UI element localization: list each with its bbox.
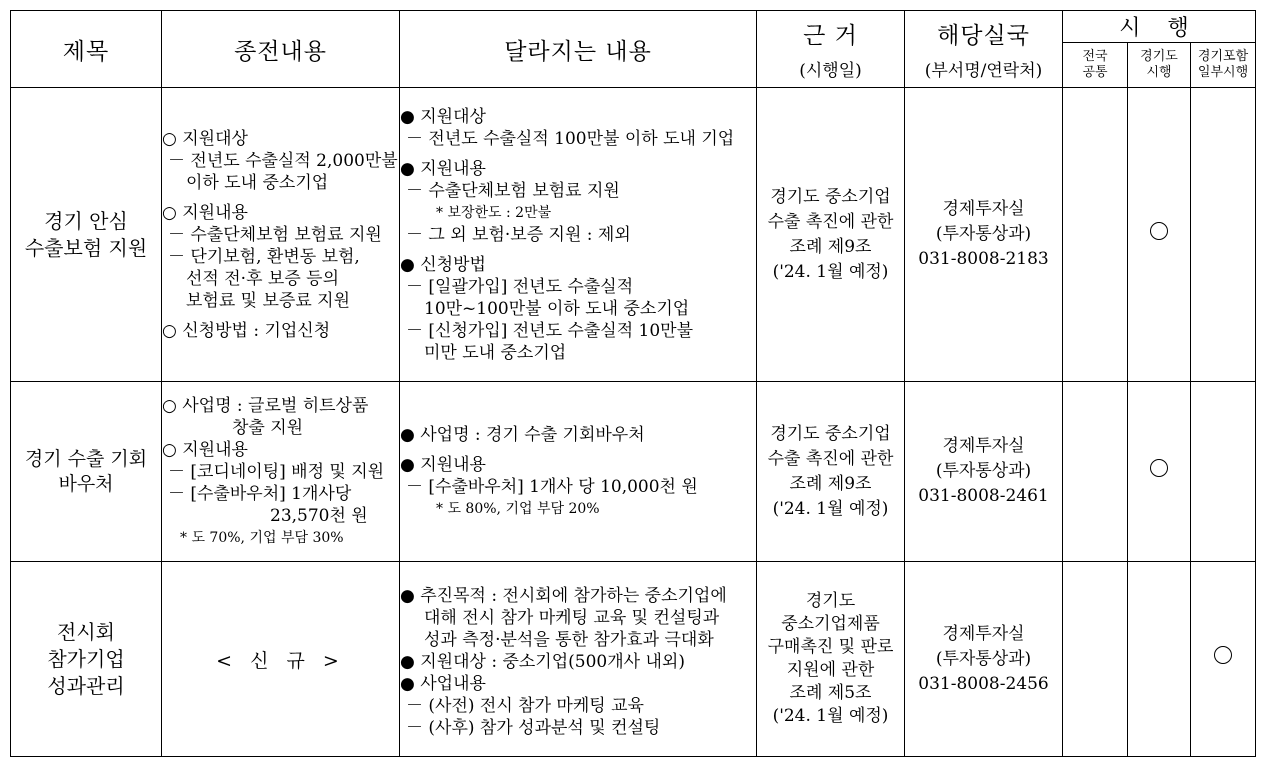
- impl-gyeonggi-cell: [1128, 382, 1191, 562]
- header-impl-national: 전국 공통: [1063, 43, 1128, 88]
- impl-national-cell: [1063, 562, 1128, 757]
- dept-cell: 경제투자실 (투자통상과) 031-8008-2183: [905, 88, 1063, 382]
- table-row: [11, 562, 1256, 757]
- dept-cell: 경제투자실 (투자통상과) 031-8008-2456: [905, 562, 1063, 757]
- impl-national-cell: [1063, 88, 1128, 382]
- after-content: ● 추진목적 : 전시회에 참가하는 중소기업에 대해 전시 참가 마케팅 교육 및 컨설팅과 성과 측정·분석을 통한 참가효과 극대화 ● 지원대상 : 중소기업(500개사 내외) ● 사업내용 － (사전) 전시 참가 마케팅 교육 － (사후) 참가 성과분석 및 컨설팅: [400, 562, 757, 757]
- before-content: ○ 지원대상 － 전년도 수출실적 2,000만불 이하 도내 중소기업 ○ 지원내용 － 수출단체보험 보험료 지원 － 단기보험, 환변동 보험, 선적 전·후 보증 등의 보험료 및 보증료 지원 ○ 신청방법 : 기업신청: [162, 88, 400, 382]
- circle-mark-icon: [1214, 646, 1232, 664]
- header-basis-label: 근 거: [803, 23, 858, 49]
- header-before: 종전내용: [162, 11, 400, 88]
- header-impl-partial: 경기포함 일부시행: [1191, 43, 1256, 88]
- row-title: 경기 안심 수출보험 지원: [11, 88, 162, 382]
- header-impl: 시 행: [1063, 11, 1256, 43]
- before-new-label: < 신 규 >: [162, 562, 400, 757]
- policy-change-table: [10, 10, 1256, 757]
- impl-national-cell: [1063, 382, 1128, 562]
- header-basis: [757, 11, 905, 88]
- header-after: 달라지는 내용: [400, 11, 757, 88]
- table-row: [11, 382, 1256, 562]
- circle-mark-icon: [1150, 459, 1168, 477]
- header-basis-sub: (시행일): [799, 61, 862, 81]
- basis-cell: 경기도 중소기업 수출 촉진에 관한 조례 제9조 ('24. 1월 예정): [757, 382, 905, 562]
- impl-partial-cell: [1191, 382, 1256, 562]
- dept-cell: 경제투자실 (투자통상과) 031-8008-2461: [905, 382, 1063, 562]
- header-impl-gyeonggi: 경기도 시행: [1128, 43, 1191, 88]
- header-dept-label: 해당실국: [937, 23, 1030, 49]
- header-dept-sub: (부서명/연락처): [924, 61, 1043, 81]
- basis-cell: 경기도 중소기업제품 구매촉진 및 판로 지원에 관한 조례 제5조 ('24. 1월 예정): [757, 562, 905, 757]
- impl-gyeonggi-cell: [1128, 88, 1191, 382]
- header-title: 제목: [11, 11, 162, 88]
- after-content: ● 사업명 : 경기 수출 기회바우처 ● 지원내용 － [수출바우처] 1개사 당 10,000천 원 * 도 80%, 기업 부담 20%: [400, 382, 757, 562]
- header-dept: [905, 11, 1063, 88]
- impl-partial-cell: [1191, 562, 1256, 757]
- after-content: ● 지원대상 － 전년도 수출실적 100만불 이하 도내 기업 ● 지원내용 － 수출단체보험 보험료 지원 * 보장한도 : 2만불 － 그 외 보험·보증 지원 : 제외 ● 신청방법 － [일괄가입] 전년도 수출실적 10만~100만불 이하 도내 중소기업 － [신청가입] 전년도 수출실적 10만불 미만 도내 중소기업: [400, 88, 757, 382]
- row-title: 전시회 참가기업 성과관리: [11, 562, 162, 757]
- circle-mark-icon: [1150, 222, 1168, 240]
- table-row: [11, 88, 1256, 382]
- impl-gyeonggi-cell: [1128, 562, 1191, 757]
- row-title: 경기 수출 기회 바우처: [11, 382, 162, 562]
- impl-partial-cell: [1191, 88, 1256, 382]
- before-content: ○ 사업명 : 글로벌 히트상품 창출 지원 ○ 지원내용 － [코디네이팅] 배정 및 지원 － [수출바우처] 1개사당 23,570천 원 * 도 70%, 기업 부담 30%: [162, 382, 400, 562]
- basis-cell: 경기도 중소기업 수출 촉진에 관한 조례 제9조 ('24. 1월 예정): [757, 88, 905, 382]
